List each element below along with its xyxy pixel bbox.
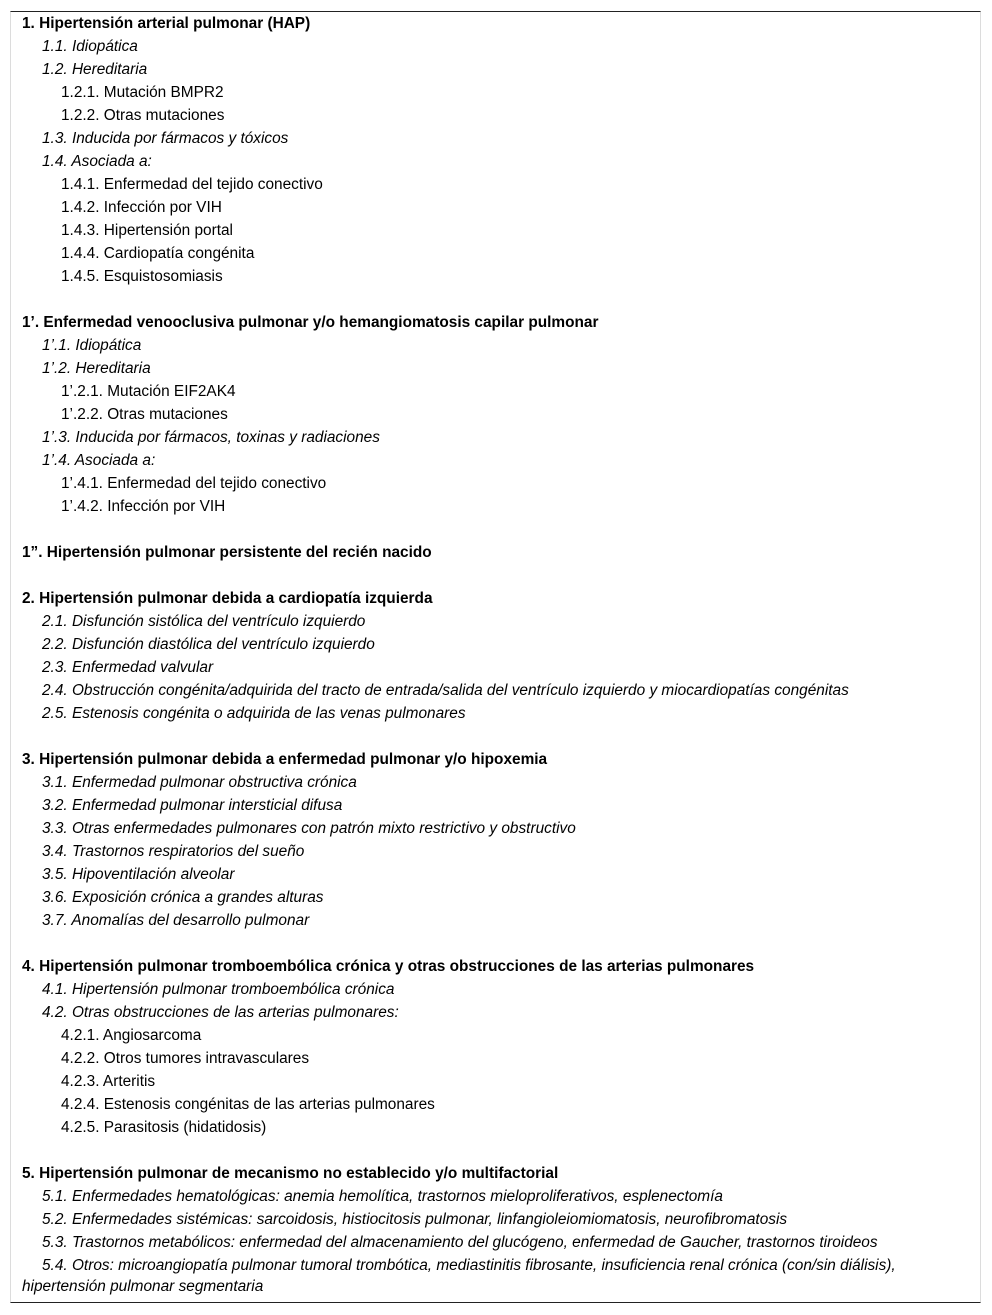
subcategory-item: 3.5. Hipoventilación alveolar — [42, 866, 235, 883]
subcategory-item: 2.5. Estenosis congénita o adquirida de las venas pulmonares — [42, 705, 466, 722]
subcategory-item: 5.2. Enfermedades sistémicas: sarcoidosis, histiocitosis pulmonar, linfangioleiomiomatosis, neurofibromatosis — [42, 1211, 788, 1228]
subcategory-item: 4.2. Otras obstrucciones de las arterias pulmonares: — [42, 1004, 399, 1021]
subcategory-item: 3.1. Enfermedad pulmonar obstructiva crónica — [42, 774, 357, 791]
sub-subcategory-item: 1’.4.1. Enfermedad del tejido conectivo — [61, 475, 327, 492]
subcategory-item: 5.3. Trastornos metabólicos: enfermedad del almacenamiento del glucógeno, enfermedad de Gaucher, trastornos tiroideos — [42, 1234, 878, 1251]
subcategory-item: 1’.3. Inducida por fármacos, toxinas y radiaciones — [42, 429, 380, 446]
sub-subcategory-item: 1’.4.2. Infección por VIH — [61, 498, 226, 515]
classification-list — [22, 12, 972, 1297]
subcategory-item: 1.1. Idiopática — [42, 38, 138, 55]
section-spacer — [22, 288, 972, 311]
sub-subcategory-item: 4.2.3. Arteritis — [61, 1073, 156, 1090]
sub-subcategory-item: 1’.2.2. Otras mutaciones — [61, 406, 228, 423]
sub-subcategory-item: 1.2.1. Mutación BMPR2 — [61, 84, 224, 101]
subcategory-item: 2.3. Enfermedad valvular — [42, 659, 214, 676]
subcategory-item: 1’.1. Idiopática — [42, 337, 142, 354]
sub-subcategory-item: 1.4.5. Esquistosomiasis — [61, 268, 223, 285]
section-heading: 4. Hipertensión pulmonar tromboembólica crónica y otras obstrucciones de las arterias pulmonares — [22, 958, 755, 975]
subcategory-item: 3.3. Otras enfermedades pulmonares con patrón mixto restrictivo y obstructivo — [42, 820, 576, 837]
sub-subcategory-item: 4.2.2. Otros tumores intravasculares — [61, 1050, 310, 1067]
sub-subcategory-item: 1.4.1. Enfermedad del tejido conectivo — [61, 176, 323, 193]
sub-subcategory-item: 4.2.5. Parasitosis (hidatidosis) — [61, 1119, 267, 1136]
subcategory-item: 1.3. Inducida por fármacos y tóxicos — [42, 130, 289, 147]
section-heading: 1”. Hipertensión pulmonar persistente del recién nacido — [22, 544, 432, 561]
subcategory-item: 1.2. Hereditaria — [42, 61, 148, 78]
sub-subcategory-item: 1’.2.1. Mutación EIF2AK4 — [61, 383, 236, 400]
section-heading: 2. Hipertensión pulmonar debida a cardiopatía izquierda — [22, 590, 433, 607]
section-spacer — [22, 518, 972, 541]
section-heading: 1’. Enfermedad venooclusiva pulmonar y/o hemangiomatosis capilar pulmonar — [22, 314, 599, 331]
sub-subcategory-item: 1.4.4. Cardiopatía congénita — [61, 245, 255, 262]
section-heading: 5. Hipertensión pulmonar de mecanismo no establecido y/o multifactorial — [22, 1165, 559, 1182]
subcategory-item: 1.4. Asociada a: — [42, 153, 152, 170]
sub-subcategory-item: 4.2.4. Estenosis congénitas de las arterias pulmonares — [61, 1096, 435, 1113]
sub-subcategory-item: 1.2.2. Otras mutaciones — [61, 107, 225, 124]
subcategory-item: 3.2. Enfermedad pulmonar intersticial difusa — [42, 797, 343, 814]
subcategory-item: 4.1. Hipertensión pulmonar tromboembólica crónica — [42, 981, 395, 998]
subcategory-item: 5.1. Enfermedades hematológicas: anemia hemolítica, trastornos mieloproliferativos, esplenectomía — [42, 1188, 723, 1205]
sub-subcategory-item: 1.4.3. Hipertensión portal — [61, 222, 233, 239]
section-spacer — [22, 1139, 972, 1162]
subcategory-item: 1’.4. Asociada a: — [42, 452, 156, 469]
subcategory-item: 3.4. Trastornos respiratorios del sueño — [42, 843, 305, 860]
section-heading: 1. Hipertensión arterial pulmonar (HAP) — [22, 15, 311, 32]
sub-subcategory-item: 4.2.1. Angiosarcoma — [61, 1027, 202, 1044]
subcategory-item: 5.4. Otros: microangiopatía pulmonar tumoral trombótica, mediastinitis fibrosante, insuficiencia renal crónica (con/sin diálisis), hipertensión pulmonar segmentaria — [22, 1257, 896, 1295]
section-spacer — [22, 564, 972, 587]
sub-subcategory-item: 1.4.2. Infección por VIH — [61, 199, 222, 216]
section-spacer — [22, 725, 972, 748]
subcategory-item: 3.6. Exposición crónica a grandes alturas — [42, 889, 324, 906]
section-heading: 3. Hipertensión pulmonar debida a enfermedad pulmonar y/o hipoxemia — [22, 751, 548, 768]
subcategory-item: 2.1. Disfunción sistólica del ventrículo izquierdo — [42, 613, 366, 630]
section-spacer — [22, 932, 972, 955]
subcategory-item: 1’.2. Hereditaria — [42, 360, 151, 377]
subcategory-item: 2.4. Obstrucción congénita/adquirida del tracto de entrada/salida del ventrículo izquierdo y miocardiopatías congénitas — [42, 682, 849, 699]
subcategory-item: 2.2. Disfunción diastólica del ventrículo izquierdo — [42, 636, 375, 653]
subcategory-item: 3.7. Anomalías del desarrollo pulmonar — [42, 912, 310, 929]
